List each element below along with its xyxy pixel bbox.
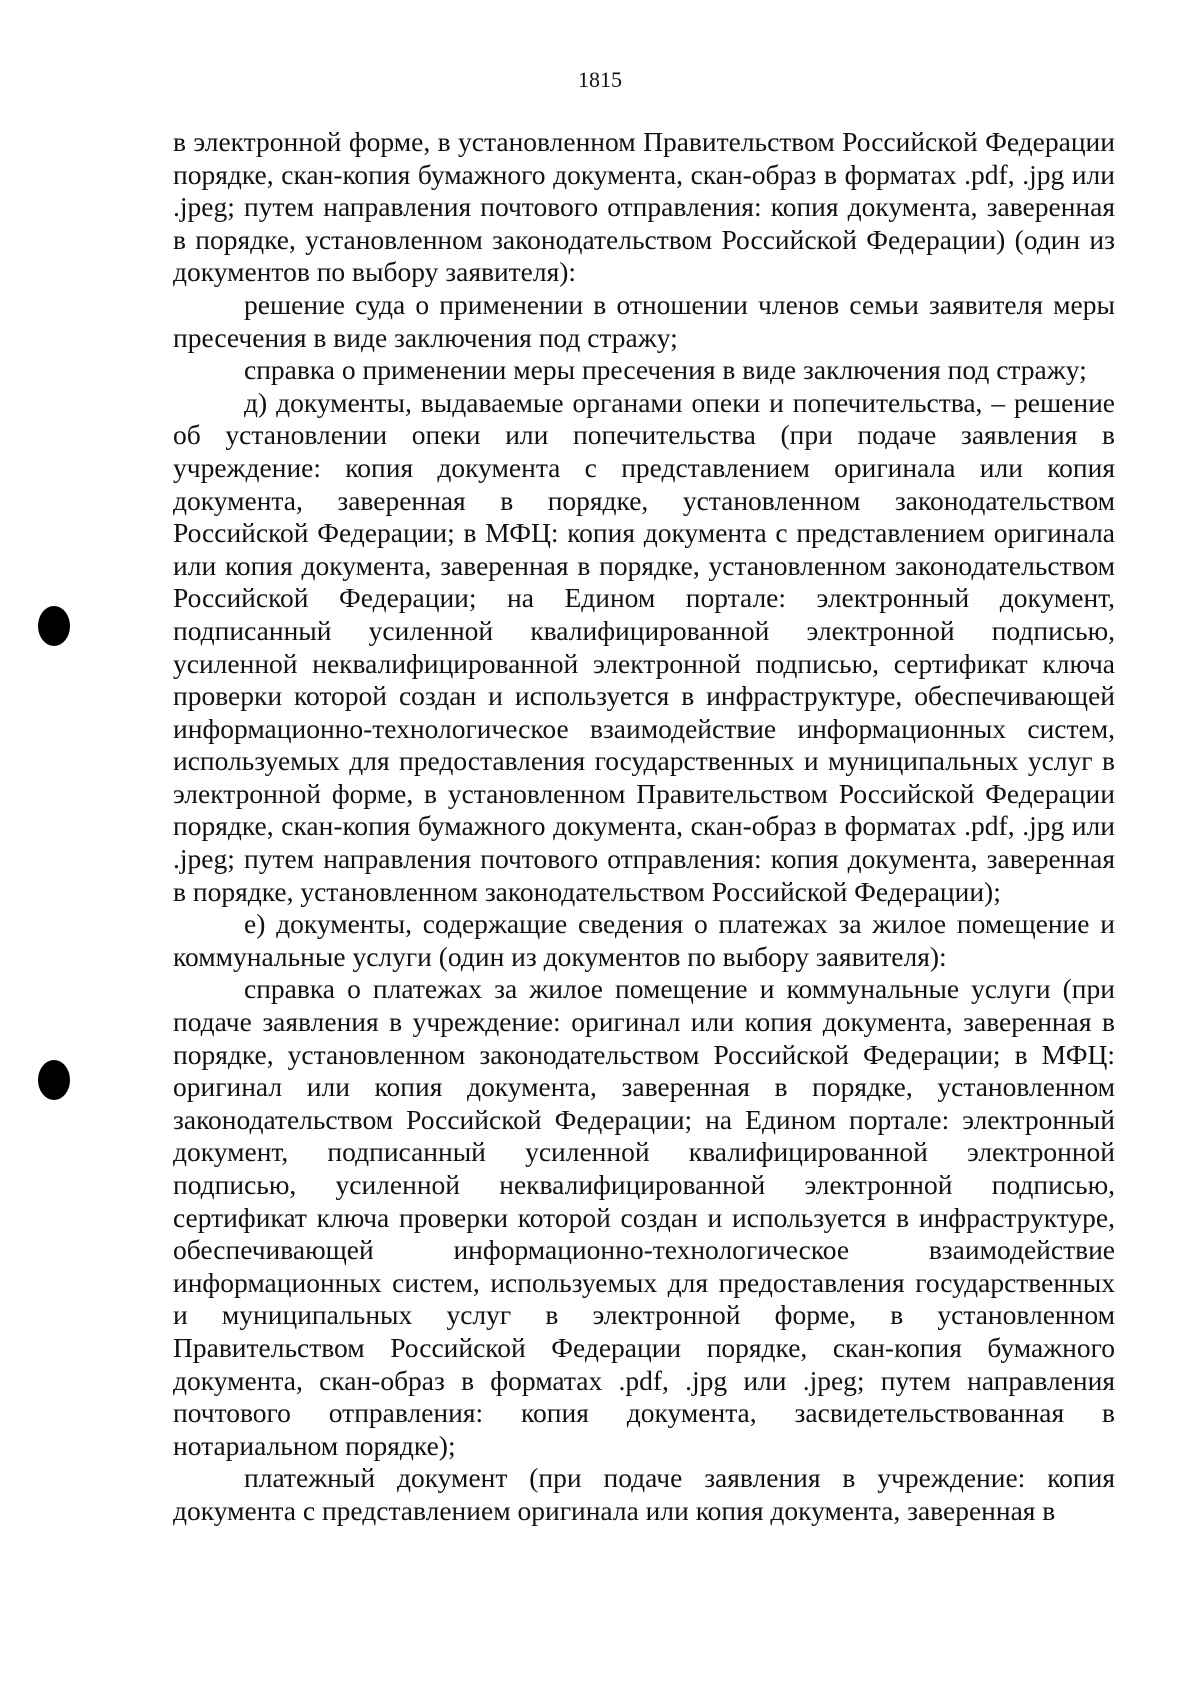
paragraph: решение суда о применении в отношении членов семьи заявителя меры пресечения в виде заключения под стражу;: [173, 288, 1115, 353]
page-number: 1815: [578, 67, 622, 92]
paragraph: справка о применении меры пресечения в виде заключения под стражу;: [244, 354, 1087, 386]
paragraph: д) документы, выдаваемые органами опеки и попечительства, – решение об установлении опеки или попечительства (при подаче заявления в учреждение: копия документа с представлением оригинала или копия документа, заверенная в порядке, установленном законодательством Российской Федерации; в МФЦ: копия документа с представлением оригинала или копия документа, заверенная в порядке, установленном законодательством Российской Федерации; на Едином портале: электронный документ, подписанный усиленной квалифицированной электронной подписью, усиленной неквалифицированной электронной подписью, сертификат ключа проверки которой создан и используется в инфраструктуре, обеспечивающей информационно-технологическое взаимодействие информационных систем, используемых для предоставления государственных и муниципальных услуг в электронной форме, в установленном Правительством Российской Федерации порядке, скан-копия бумажного документа, скан-образ в форматах .pdf, .jpg или .jpeg; путем направления почтового отправления: копия документа, заверенная в порядке, установленном законодательством Российской Федерации);: [173, 386, 1115, 907]
paragraph: е) документы, содержащие сведения о платежах за жилое помещение и коммунальные услуги (один из документов по выбору заявителя):: [173, 908, 1115, 972]
paragraph: в электронной форме, в установленном Правительством Российской Федерации порядке, скан-копия бумажного документа, скан-образ в форматах .pdf, .jpg или .jpeg; путем направления почтового отправления: копия документа, заверенная в порядке, установленном законодательством Российской Федерации) (один из документов по выбору заявителя):: [173, 126, 1115, 288]
paragraph: платежный документ (при подаче заявления в учреждение: копия документа с представлением оригинала или копия документа, заверенная в: [173, 1462, 1115, 1526]
paragraph: справка о платежах за жилое помещение и коммунальные услуги (при подаче заявления в учреждение: оригинал или копия документа, заверенная в порядке, установленном законодательством Российской Федерации; в МФЦ: оригинал или копия документа, заверенная в порядке, установленном законодательством Российской Федерации; на Едином портале: электронный документ, подписанный усиленной квалифицированной электронной подписью, усиленной неквалифицированной электронной подписью, сертификат ключа проверки которой создан и используется в инфраструктуре, обеспечивающей информационно-технологическое взаимодействие информационных систем, используемых для предоставления государственных и муниципальных услуг в электронной форме, в установленном Правительством Российской Федерации порядке, скан-копия бумажного документа, скан-образ в форматах .pdf, .jpg или .jpeg; путем направления почтового отправления: копия документа, засвидетельствованная в нотариальном порядке);: [173, 973, 1115, 1461]
punch-hole-bottom: [38, 1060, 70, 1100]
punch-hole-top: [38, 606, 70, 646]
document-body: [173, 126, 1115, 1528]
